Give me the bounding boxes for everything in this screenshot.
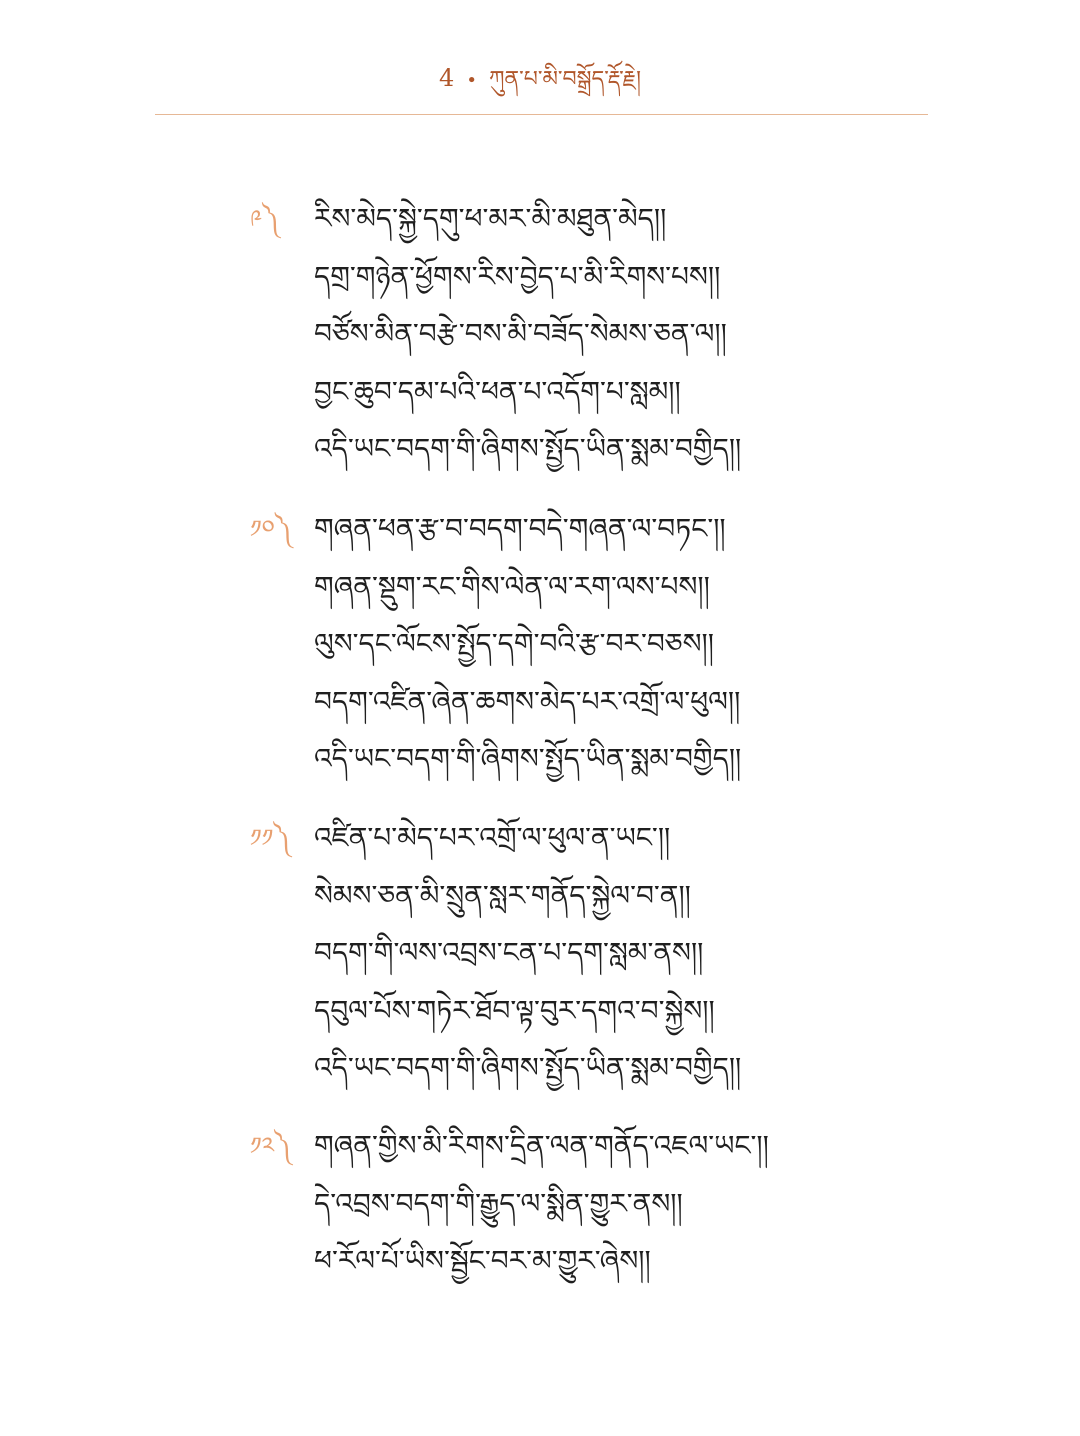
book-title: ཀུན་པ་མི་བསྒྲོད་རྡོ་རྗེ། xyxy=(488,67,641,92)
verse-lines xyxy=(314,503,741,791)
verse-line: ལུས་དང་ལོངས་སྤྱོད་དགེ་བའི་རྩ་བར་བཅས།། xyxy=(314,627,714,660)
verse-number: ༩༽ xyxy=(250,205,280,233)
verse-line: དེ་འབྲས་བདག་གི་རྒྱུད་ལ་སྨིན་གྱུར་ནས།། xyxy=(314,1186,683,1220)
page-number: 4 xyxy=(439,64,455,92)
verse-line: འདི་ཡང་བདག་གི་ཞིགས་སྤྱོད་ཡིན་སྨམ་བགྱིད།། xyxy=(314,742,742,775)
verse-line: བདག་འཛིན་ཞེན་ཆགས་མེད་པར་འགྲོ་ལ་ཕུལ།། xyxy=(314,684,741,718)
verse-line: གཞན་གྱིས་མི་རིགས་དྲིན་ལན་གནོད་འཇལ་ཡང་།། xyxy=(314,1129,769,1162)
verse-line: གཞན་ཕན་རྩ་བ་བདག་བདེ་གཞན་ལ་བཏང་།། xyxy=(314,512,726,545)
verse-line: བདག་གི་ལས་འབྲས་ངན་པ་དག་སླམ་ནས།། xyxy=(314,936,704,969)
page-header xyxy=(0,60,1080,99)
verse-line: འདི་ཡང་བདག་གི་ཞིགས་སྤྱོད་ཡིན་སྨམ་བགྱིད།། xyxy=(314,1051,742,1084)
verse-line: དགྲ་གཉེན་ཕྱོགས་རིས་བྱེད་པ་མི་རིགས་པས།། xyxy=(314,259,721,293)
verse-lines xyxy=(314,812,741,1100)
verse-line: བྱང་ཆུབ་དམ་པའི་ཕན་པ་འདོག་པ་སླམ།། xyxy=(314,374,681,408)
verse-line: འཛིན་པ་མེད་པར་འགྲོ་ལ་ཕུལ་ན་ཡང་།། xyxy=(314,821,671,854)
verse-number: ༡༡༽ xyxy=(250,824,291,852)
verse-number: ༡༢༽ xyxy=(250,1132,292,1160)
verse-line: དབུལ་པོས་གཏེར་ཐོབ་ལྟ་བུར་དགའ་བ་སྐྱེས།། xyxy=(314,993,715,1027)
verse-line: བཙོས་མིན་བརྩེ་བས་མི་བཟོད་སེམས་ཅན་ལ།། xyxy=(314,317,727,350)
verse-lines xyxy=(314,1120,769,1293)
header-rule xyxy=(155,114,928,115)
verse-line: འདི་ཡང་བདག་གི་ཞིགས་སྤྱོད་ཡིན་སྨམ་བགྱིད།། xyxy=(314,432,742,465)
verse-line: གཞན་སྡུག་རང་གིས་ལེན་ལ་རག་ལས་པས།། xyxy=(314,569,710,603)
verse-number: ༡༠༽ xyxy=(250,515,292,543)
verse-line: རིས་མེད་སྐྱེ་དགུ་ཕ་མར་མི་མཐུན་མེད།། xyxy=(314,202,667,235)
verse-lines xyxy=(314,193,741,481)
verse-line: ཕ་རོལ་པོ་ཡིས་སྦྱོང་བར་མ་གྱུར་ཞེས།། xyxy=(314,1244,651,1277)
header-separator: • xyxy=(466,70,477,91)
verse-line: སེམས་ཅན་མི་སྲུན་སླར་གནོད་སྐྱེལ་བ་ན།། xyxy=(314,878,691,912)
